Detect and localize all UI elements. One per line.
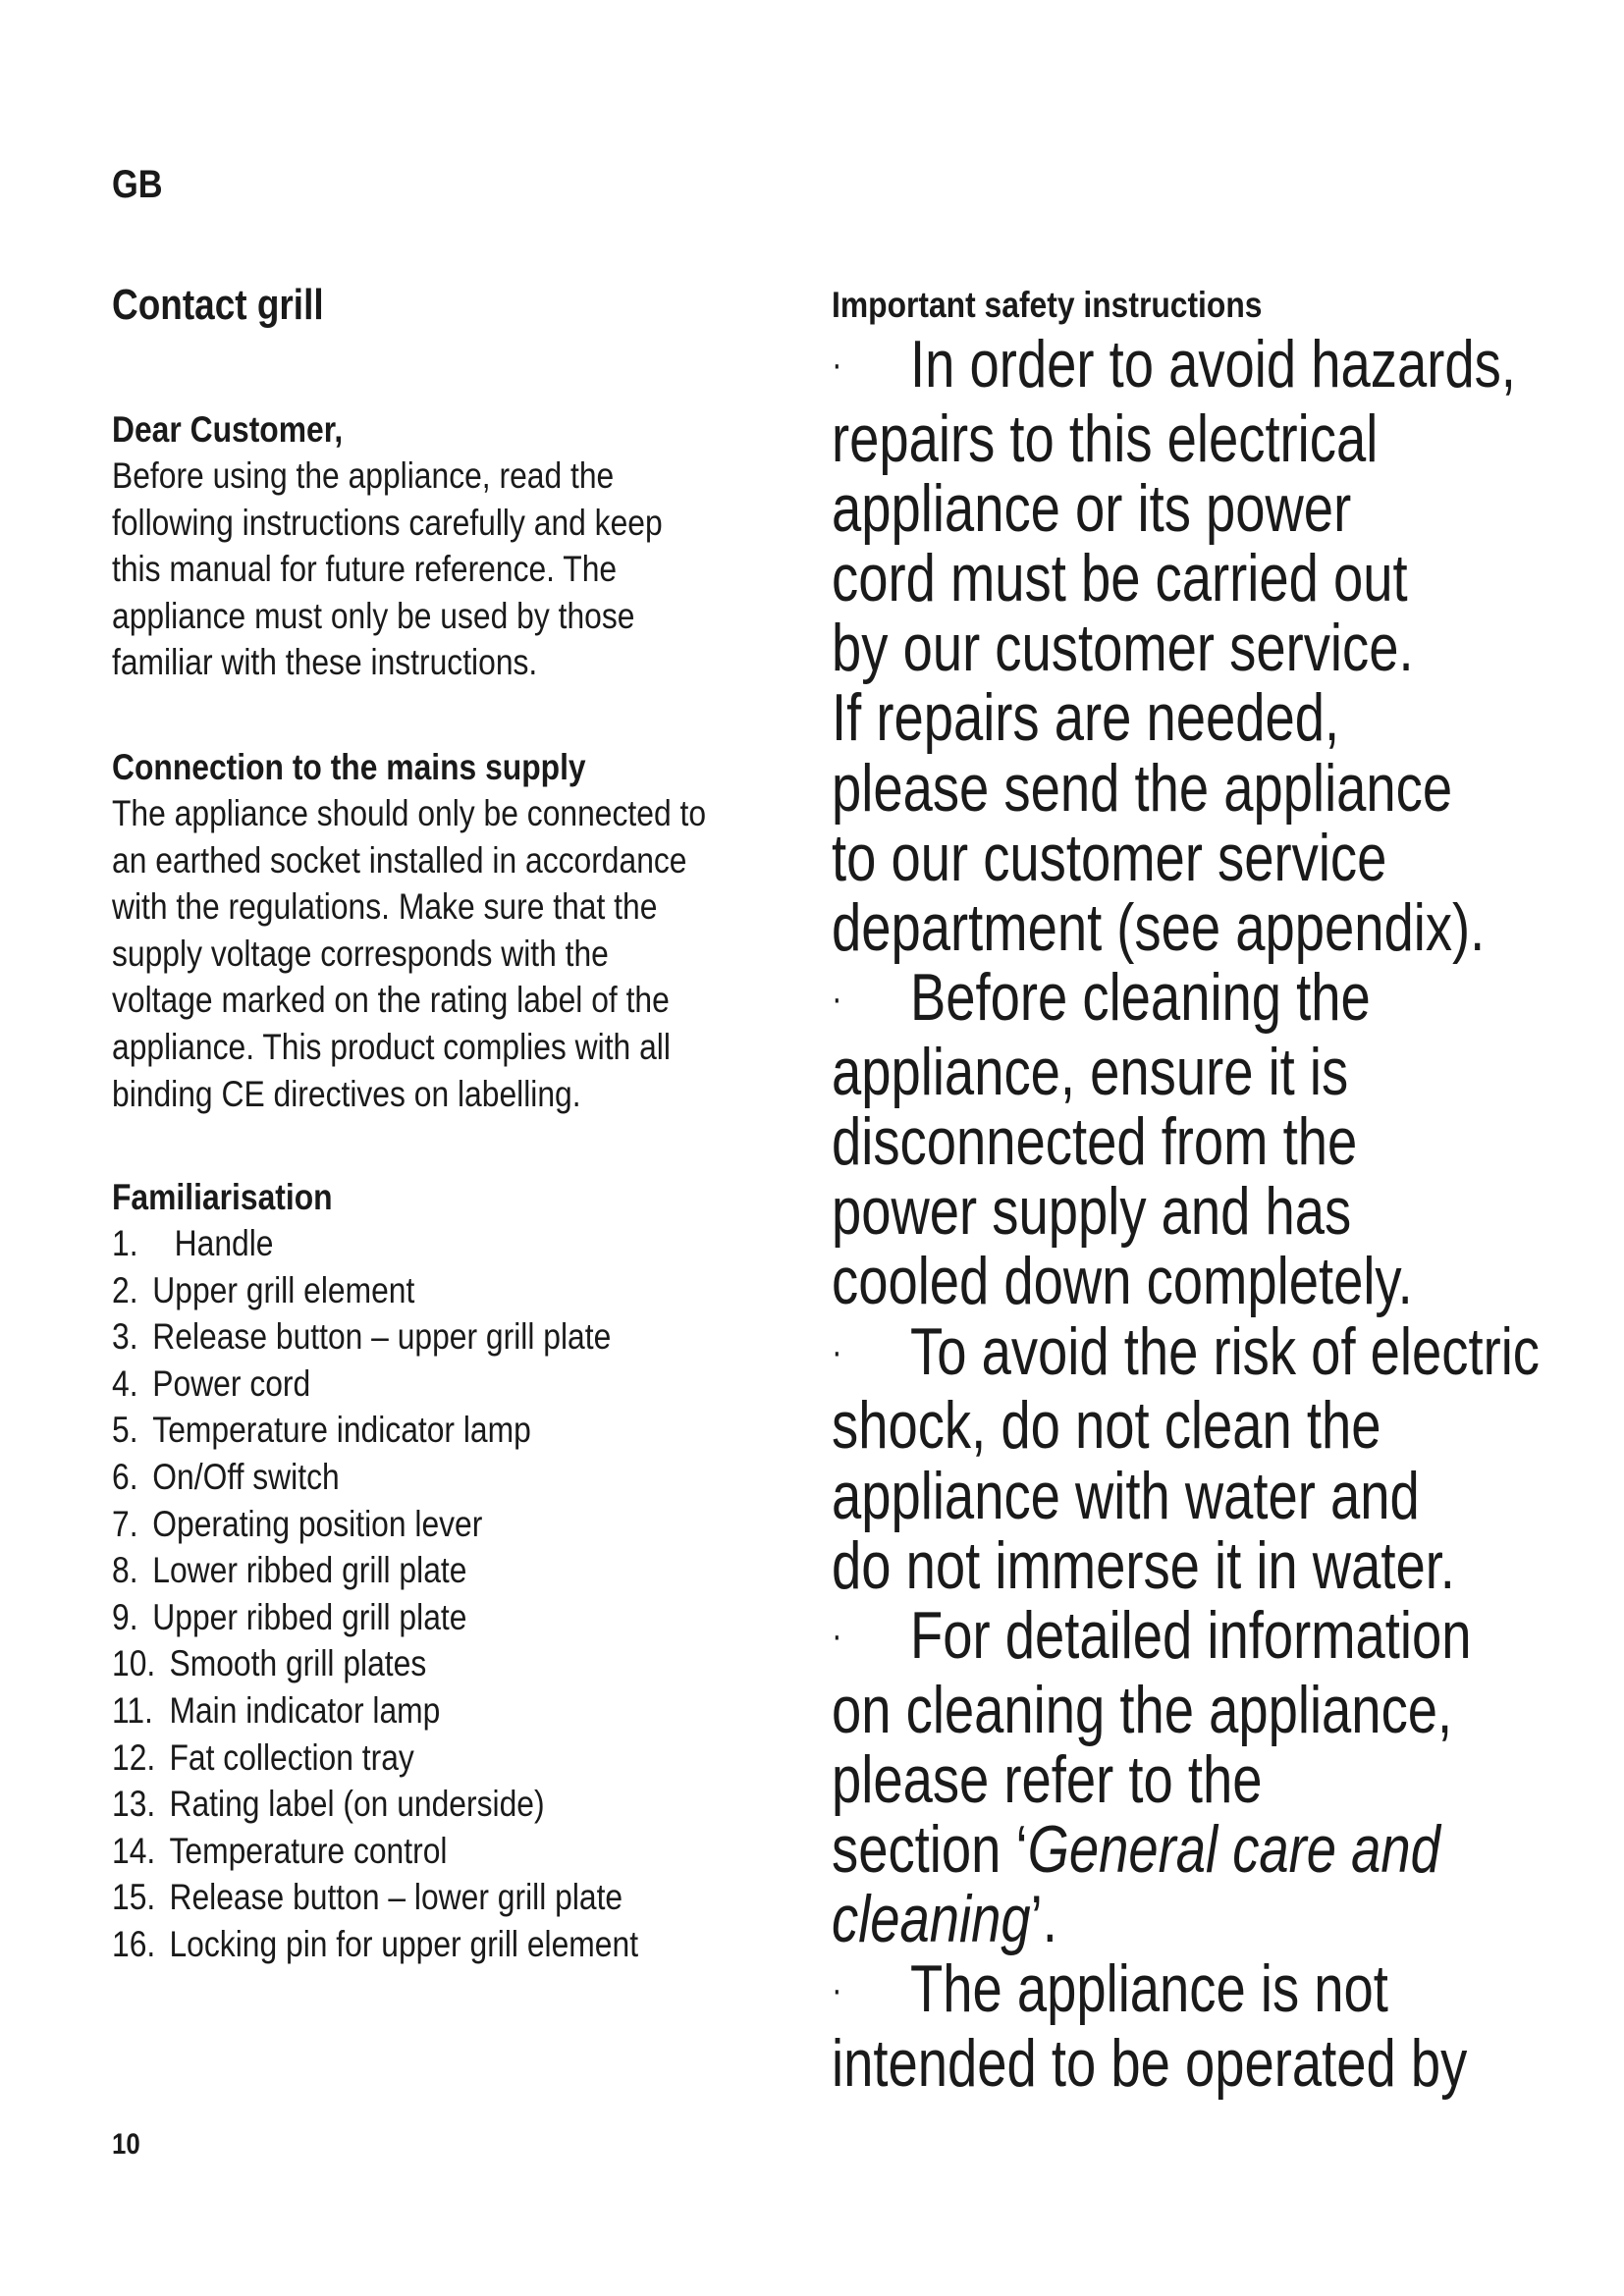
text-line: on cleaning the appliance, (832, 1672, 1453, 1747)
mains-supply-text (112, 790, 787, 1117)
list-item: 2. Upper grill element (112, 1269, 415, 1310)
bullet-line: · For detailed information (832, 1597, 1472, 1673)
parts-list (112, 1220, 787, 1968)
text-line: following instructions carefully and keep (112, 502, 663, 543)
safety-heading: Important safety instructions (832, 285, 1263, 325)
bullet-line: · The appliance is not (832, 1951, 1388, 2027)
dear-customer-heading: Dear Customer, (112, 409, 344, 450)
text-line: supply voltage corresponds with the (112, 933, 609, 974)
list-item: 11. Main indicator lamp (112, 1689, 441, 1731)
safety-instructions (832, 327, 1540, 2101)
list-item: 3. Release button – upper grill plate (112, 1316, 612, 1358)
text-line: The appliance should only be connected to (112, 793, 707, 833)
text-line: appliance must only be used by those (112, 595, 635, 636)
text-line: power supply and has (832, 1174, 1352, 1250)
list-item: 14. Temperature control (112, 1830, 448, 1871)
text-line: binding CE directives on labelling. (112, 1073, 581, 1114)
list-item: 1. Handle (112, 1223, 274, 1263)
text-line: appliance with water and (832, 1458, 1420, 1533)
text-line: section ‘General care and (832, 1811, 1440, 1887)
list-item: 16. Locking pin for upper grill element (112, 1923, 639, 1964)
text-line: do not immerse it in water. (832, 1527, 1455, 1603)
text-line: appliance. This product complies with all (112, 1026, 671, 1067)
bullet-icon: · (832, 1614, 842, 1658)
list-item: 12. Fat collection tray (112, 1736, 414, 1778)
text-line: appliance, ensure it is (832, 1034, 1349, 1109)
text-line: department (see appendix). (832, 890, 1486, 966)
text-line: cleaning’. (832, 1882, 1057, 1957)
dear-customer-section (112, 406, 787, 686)
language-code: GB (112, 163, 163, 206)
bullet-icon: · (832, 976, 842, 1020)
text-line: an earthed socket installed in accordance (112, 839, 687, 881)
list-item: 10. Smooth grill plates (112, 1643, 427, 1684)
text-line: intended to be operated by (832, 2025, 1468, 2101)
bullet-line: · Before cleaning the (832, 960, 1371, 1036)
text-line: disconnected from the (832, 1104, 1358, 1180)
text-line: cooled down completely. (832, 1244, 1413, 1319)
text-line: shock, do not clean the (832, 1388, 1381, 1464)
familiarisation-heading: Familiarisation (112, 1177, 333, 1217)
list-item: 15. Release button – lower grill plate (112, 1877, 623, 1918)
list-item: 5. Temperature indicator lamp (112, 1410, 531, 1451)
text-line: to our customer service (832, 820, 1387, 895)
text-line: please send the appliance (832, 750, 1453, 826)
text-line: this manual for future reference. The (112, 549, 618, 590)
list-item: 7. Operating position lever (112, 1503, 483, 1544)
list-item: 8. Lower ribbed grill plate (112, 1550, 467, 1591)
section-reference: General care and (1027, 1811, 1440, 1887)
list-item: 4. Power cord (112, 1362, 311, 1404)
page-number: 10 (112, 2128, 140, 2161)
dear-customer-text (112, 453, 787, 686)
bullet-icon: · (832, 343, 842, 387)
list-item: 13. Rating label (on underside) (112, 1784, 545, 1825)
text-line: please refer to the (832, 1741, 1263, 1817)
text-line: If repairs are needed, (832, 680, 1340, 756)
bullet-icon: · (832, 1330, 842, 1374)
text-line: by our customer service. (832, 611, 1414, 686)
mains-supply-heading: Connection to the mains supply (112, 747, 586, 787)
text-line: with the regulations. Make sure that the (112, 886, 658, 928)
text-line: familiar with these instructions. (112, 642, 538, 683)
familiarisation-section (112, 1174, 787, 1968)
bullet-line: · To avoid the risk of electric (832, 1313, 1540, 1389)
text-line: appliance or its power (832, 470, 1352, 546)
list-item: 9. Upper ribbed grill plate (112, 1596, 467, 1637)
bullet-line: · In order to avoid hazards, (832, 327, 1516, 401)
text-line: voltage marked on the rating label of the (112, 980, 670, 1021)
manual-title: Contact grill (112, 281, 324, 329)
section-reference: cleaning (832, 1882, 1031, 1957)
text-line: Before using the appliance, read the (112, 455, 615, 496)
mains-supply-section (112, 744, 787, 1117)
list-item: 6. On/Off switch (112, 1456, 340, 1497)
bullet-icon: · (832, 1967, 842, 2011)
text-line: cord must be carried out (832, 541, 1408, 616)
text-line: repairs to this electrical (832, 400, 1379, 476)
